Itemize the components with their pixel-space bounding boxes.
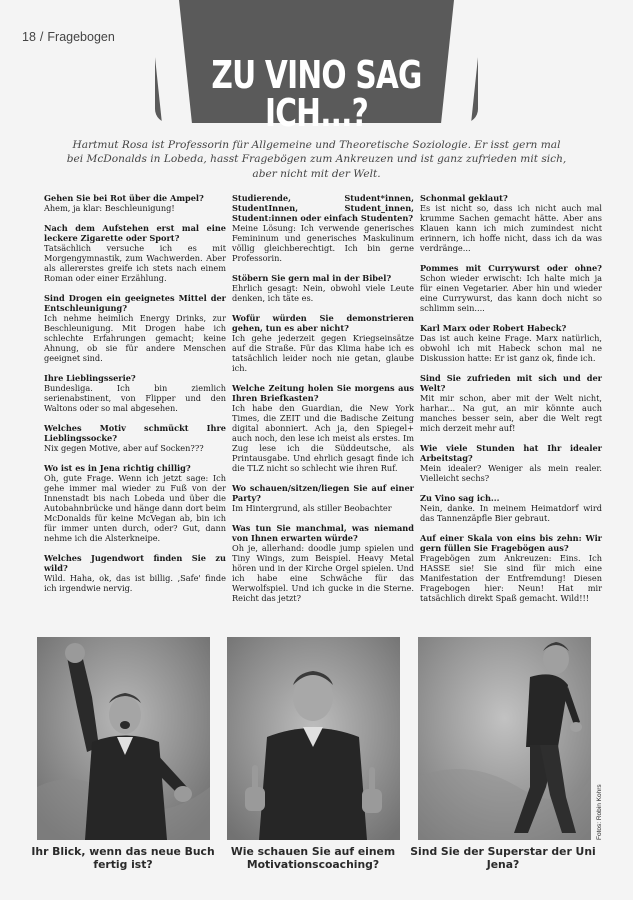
photo-middle-fingers-image: [227, 637, 400, 840]
photo-raised-fist-image: [37, 637, 210, 840]
answer: Mein idealer? Weniger als mein realer. Vielleicht sechs?: [420, 463, 602, 483]
photo-walking-superstar-image: [418, 637, 591, 840]
answer: Meine Lösung: Ich verwende generisches Femininum und generisches Maskulinum völlig gleichberechtigt. Ich bin gerne Professorin.: [232, 223, 414, 263]
caption-2: Wie schauen Sie auf einem Motivationscoaching?: [230, 845, 396, 871]
qa-item: [232, 523, 414, 603]
answer: Oh je, allerhand: doodle jump spielen und Tiny Wings, zum Beispiel. Heavy Metal hören und in der Kirche Orgel spielen. Und ich habe eine Schwäche für das Werwolfspiel. Und ich gucke in die Sterne. Reicht das jetzt?: [232, 543, 414, 603]
column-3: [420, 193, 602, 613]
column-2: [232, 193, 414, 613]
qa-item: [420, 493, 602, 523]
question: Schonmal geklaut?: [420, 193, 508, 203]
question: Wo schauen/sitzen/liegen Sie auf einer Party?: [232, 483, 414, 503]
qa-item: [232, 383, 414, 473]
answer: Nein, danke. In meinem Heimatdorf wird das Tannenzäpfle Bier gebraut.: [420, 503, 602, 523]
answer: Bundesliga. Ich bin ziemlich serienabstinent, von Flipper und den Waltons oder so mal abgesehen.: [44, 383, 226, 413]
qa-item: [420, 323, 602, 363]
answer: Wild. Haha, ok, das ist billig. ‚Safe' finde ich irgendwie nervig.: [44, 573, 226, 593]
answer: Fragebögen zum Ankreuzen: Eins. Ich HASSE sie! Sie sind für mich eine Manifestation der Entfremdung! Diesen Fragebogen hier: Neun! Hat mir tatsächlich direkt Spaß gemacht. Wild!!!: [420, 553, 602, 603]
photo-raised-fist: [37, 637, 210, 840]
question: Wie viele Stunden hat Ihr idealer Arbeitstag?: [420, 443, 602, 463]
caption-1: Ihr Blick, wenn das neue Buch fertig ist?: [31, 845, 215, 871]
question: Stöbern Sie gern mal in der Bibel?: [232, 273, 392, 283]
answer: Tatsächlich versuche ich es mit Morgengymnastik, zum Wachwerden. Aber als allererstes greife ich stets nach einem Roman oder einer Erzählung.: [44, 243, 226, 283]
qa-item: [232, 483, 414, 513]
photo-walking-superstar: [418, 637, 591, 840]
question: Sind Drogen ein geeignetes Mittel der Entschleunigung?: [44, 293, 226, 313]
question: Ihre Lieblingsserie?: [44, 373, 136, 383]
page-number: 18: [22, 30, 36, 44]
answer: Nix gegen Motive, aber auf Socken???: [44, 443, 204, 453]
question: Welche Zeitung holen Sie morgens aus Ihren Briefkasten?: [232, 383, 414, 403]
question: Welches Motiv schmückt Ihre Lieblingssocke?: [44, 423, 226, 443]
page-title: ZU VINO SAG ICH...?: [211, 53, 422, 135]
qa-item: [420, 193, 602, 253]
qa-item: [232, 193, 414, 263]
answer: Ehrlich gesagt: Nein, obwohl viele Leute denken, ich täte es.: [232, 283, 414, 303]
question: Wo ist es in Jena richtig chillig?: [44, 463, 191, 473]
intro-text: Hartmut Rosa ist Professorin für Allgemeine und Theoretische Soziologie. Er isst gern mal bei McDonalds in Lobeda, hasst Fragebögen zum Ankreuzen und ist ganz zufrieden mit sich, aber nicht mit der Welt.: [66, 139, 567, 180]
answer: Mit mir schon, aber mit der Welt nicht, harhar... Na gut, an mir könnte auch manches besser sein, aber die Welt regt mich derzeit mehr auf!: [420, 393, 602, 433]
qa-item: [232, 273, 414, 303]
qa-item: [44, 553, 226, 593]
header-separator: /: [39, 30, 44, 44]
answer: Oh, gute Frage. Wenn ich jetzt sage: Ich gehe immer mal wieder zu Fuß von der Innenstadt bis nach Lobeda und über die Autobahnbrücke und hänge dann dort beim McDonalds für keine McVegan ab, bin ich für immer unten durch, oder? Gut, dann nehme ich die Alsterkneipe.: [44, 473, 226, 543]
question: Nach dem Aufstehen erst mal eine leckere Zigarette oder Sport?: [44, 223, 226, 243]
answer: Es ist nicht so, dass ich nicht auch mal krumme Sachen gemacht hätte. Aber ans Klauen kann ich mich zumindest nicht erinnern, ich hoffe nicht, dass ich da was verdränge...: [420, 203, 602, 253]
qa-item: [44, 223, 226, 283]
qa-item: [232, 313, 414, 373]
column-1: [44, 193, 226, 603]
photo-middle-fingers: [227, 637, 400, 840]
question: Karl Marx oder Robert Habeck?: [420, 323, 567, 333]
qa-item: [420, 263, 602, 313]
question: Wofür würden Sie demonstrieren gehen, tun es aber nicht?: [232, 313, 414, 333]
qa-item: [44, 193, 226, 213]
question: Was tun Sie manchmal, was niemand von Ihnen erwarten würde?: [232, 523, 414, 543]
page-header: [22, 30, 115, 44]
answer: Ich gehe jederzeit gegen Kriegseinsätze auf die Straße. Für das Klima habe ich es tatsächlich leider noch nie getan, glaube ich.: [232, 333, 414, 373]
question: Studierende, Student*innen, StudentInnen, Student_innen, Student:innen oder einfach Studenten?: [232, 193, 414, 223]
qa-item: [44, 423, 226, 453]
question: Pommes mit Currywurst oder ohne?: [420, 263, 602, 273]
section-name: Fragebogen: [47, 30, 115, 44]
answer: Ich nehme heimlich Energy Drinks, zur Beschleunigung. Mit Drogen habe ich schlechte Erfahrungen gemacht; keine Ahnung, ob sie für andere Menschen geeignet sind.: [44, 313, 226, 363]
qa-item: [44, 373, 226, 413]
question: Zu Vino sag ich...: [420, 493, 500, 503]
answer: Das ist auch keine Frage. Marx natürlich, obwohl ich mit Habeck schon mal ne Diskussion hatte: Er ist ganz ok, finde ich.: [420, 333, 602, 363]
answer: Im Hintergrund, als stiller Beobachter: [232, 503, 392, 513]
answer: Ich habe den Guardian, die New York Times, die ZEIT und die Badische Zeitung digital abonniert. Ach ja, den Spiegel+ auch noch, den lese ich meist als erstes. Im Zug lese ich die Süddeutsche, als Printausgabe. Und ehrlich gesagt finde ich die TLZ nicht so schlecht wie ihren Ruf.: [232, 403, 414, 473]
answer: Ahem, ja klar: Beschleunigung!: [44, 203, 175, 213]
photo-credit: Fotos: Robin Kohrs: [596, 784, 603, 840]
qa-item: [420, 443, 602, 483]
qa-item: [44, 463, 226, 543]
question: Gehen Sie bei Rot über die Ampel?: [44, 193, 204, 203]
answer: Schon wieder erwischt: Ich halte mich ja für einen Vegetarier. Aber hin und wieder eine Currywurst, das kann doch nicht so schlimm sein....: [420, 273, 602, 313]
question: Sind Sie zufrieden mit sich und der Welt?: [420, 373, 602, 393]
qa-item: [420, 533, 602, 603]
question: Auf einer Skala von eins bis zehn: Wir gern füllen Sie Fragebögen aus?: [420, 533, 602, 553]
qa-item: [44, 293, 226, 363]
caption-3: Sind Sie der Superstar der Uni Jena?: [410, 845, 596, 871]
qa-item: [420, 373, 602, 433]
question: Welches Jugendwort finden Sie zu wild?: [44, 553, 226, 573]
